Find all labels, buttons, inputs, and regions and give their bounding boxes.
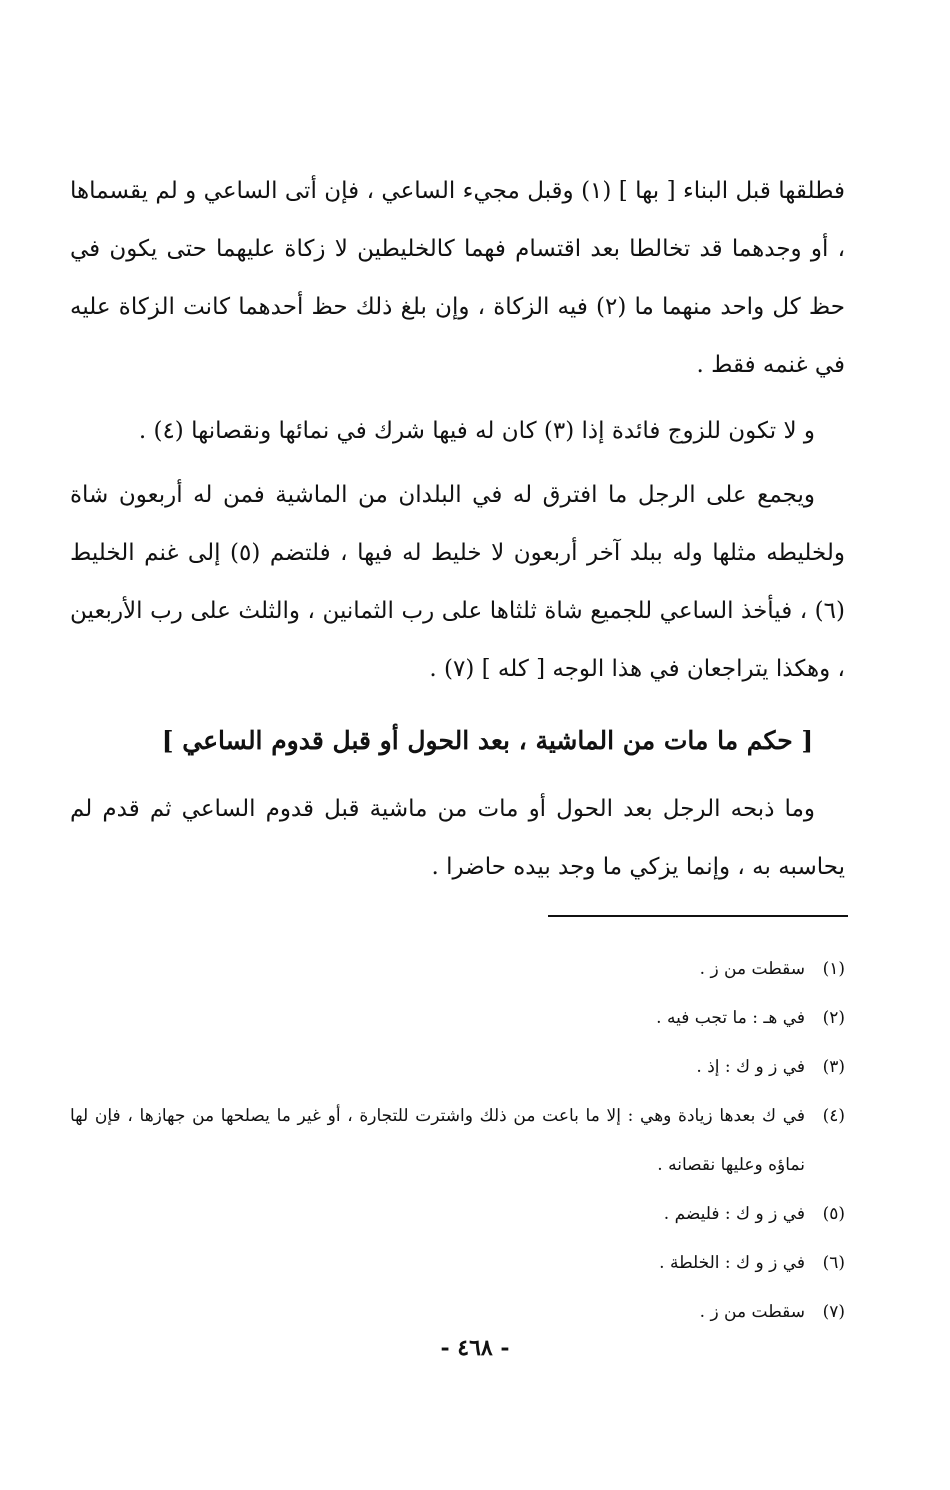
footnote-text: سقطت من ز . <box>699 959 805 979</box>
footnote-divider <box>548 915 848 917</box>
footnote-number: (٥) <box>822 1204 845 1224</box>
footnote <box>70 994 845 1043</box>
footnote <box>70 1092 845 1190</box>
paragraph-2: و لا تكون للزوج فائدة إذا (٣) كان له فيها شرك في نمائها ونقصانها (٤) . <box>138 418 815 444</box>
footnote <box>70 1043 845 1092</box>
body-text <box>70 162 845 896</box>
footnote <box>70 945 845 994</box>
paragraph-3: ويجمع على الرجل ما افترق له في البلدان من الماشية فمن له أربعون شاة ولخليطه مثلها وله ببلد آخر أربعون لا خليط له فيها ، فلتضم (٥) إلى غنم الخليط (٦) ، فيأخذ الساعي للجميع شاة ثلثاها على رب الثمانين ، والثلث على رب الأربعين ، وهكذا يتراجعان في هذا الوجه [ كله ] (٧) . <box>70 482 845 682</box>
footnote-text: في ز و ك : فليضم . <box>663 1204 805 1224</box>
footnote-text: في ز و ك : الخلطة . <box>659 1253 805 1273</box>
paragraph-1: فطلقها قبل البناء [ بها ] (١) وقبل مجيء الساعي ، فإن أتى الساعي و لم يقسماها ، أو وجدهما قد تخالطا بعد اقتسام فهما كالخليطين لا زكاة عليهما حتى يكون في حظ كل واحد منهما ما (٢) فيه الزكاة ، وإن بلغ ذلك حظ أحدهما كانت الزكاة عليه في غنمه فقط . <box>70 178 845 378</box>
footnote-text: في ز و ك : إذ . <box>696 1057 805 1077</box>
footnote <box>70 1239 845 1288</box>
footnote-number: (٤) <box>822 1106 845 1126</box>
footnote-number: (٦) <box>822 1253 845 1273</box>
footnote-number: (٢) <box>822 1008 845 1028</box>
footnote <box>70 1190 845 1239</box>
footnote-text: في هـ : ما تجب فيه . <box>656 1008 805 1028</box>
page-number: - ٤٦٨ - <box>440 1335 510 1361</box>
footnote-text: سقطت من ز . <box>699 1302 805 1322</box>
footnote-number: (٣) <box>822 1057 845 1077</box>
footnote-number: (١) <box>822 959 845 979</box>
footnote-text: في ك بعدها زيادة وهي : إلا ما باعت من ذلك واشترت للتجارة ، أو غير ما يصلحها من جهازها ، فإن لها نماؤه وعليها نقصانه . <box>70 1106 805 1175</box>
footnote <box>70 1288 845 1337</box>
footnotes <box>70 945 845 1337</box>
section-heading: [ حكم ما مات من الماشية ، بعد الحول أو قبل قدوم الساعي ] <box>161 726 814 755</box>
footnote-number: (٧) <box>822 1302 845 1322</box>
paragraph-4: وما ذبحه الرجل بعد الحول أو مات من ماشية قبل قدوم الساعي ثم قدم لم يحاسبه به ، وإنما يزكي ما وجد بيده حاضرا . <box>70 796 845 880</box>
